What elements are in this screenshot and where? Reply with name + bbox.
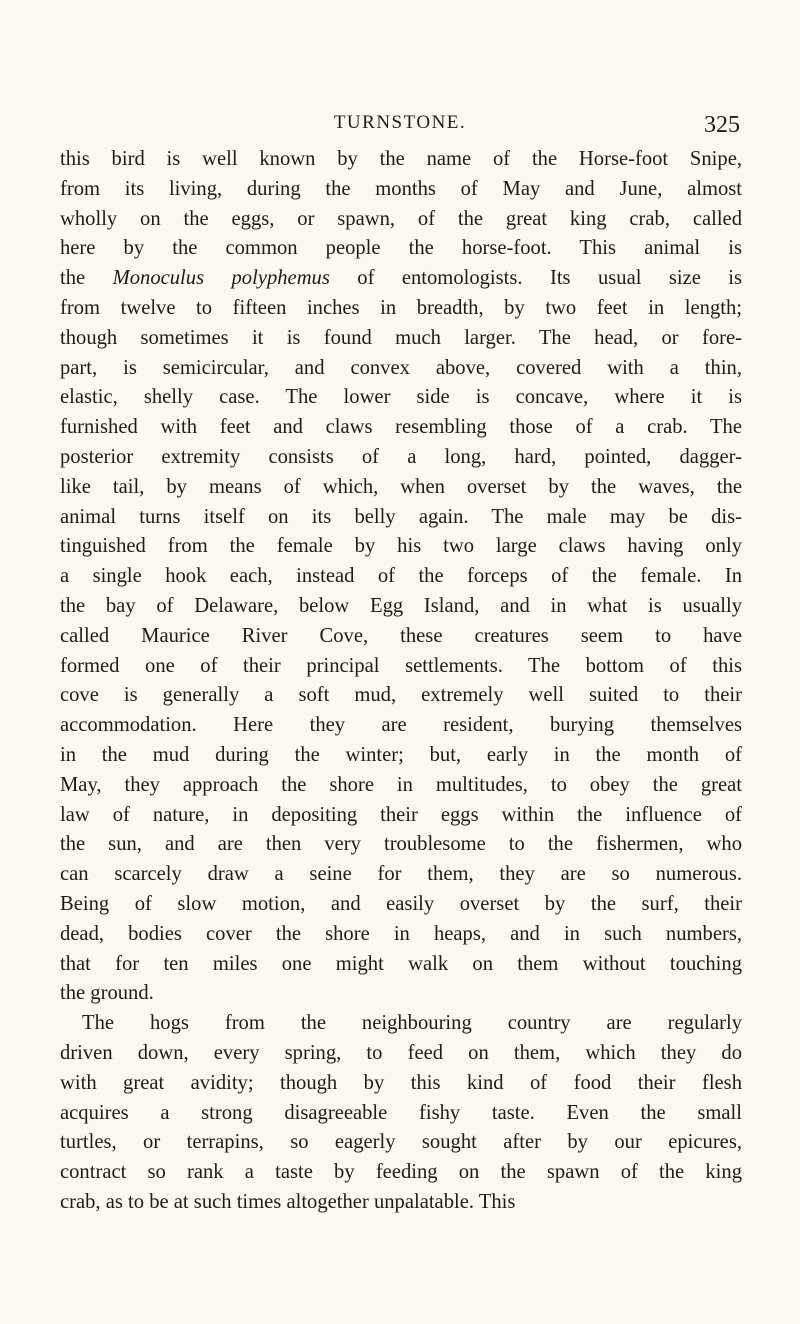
text-segment: cove is generally a soft mud, extremely well suited to their <box>60 684 742 707</box>
text-line <box>60 741 742 771</box>
text-segment: like tail, by means of which, when overset by the waves, the <box>60 475 742 498</box>
text-segment: with great avidity; though by this kind of food their flesh <box>60 1071 742 1094</box>
text-segment: posterior extremity consists of a long, hard, pointed, dagger- <box>60 445 742 468</box>
text-segment: that for ten miles one might walk on them without touching <box>60 952 742 975</box>
text-segment: a single hook each, instead of the forceps of the female. In <box>60 565 742 588</box>
text-line <box>60 562 742 592</box>
text-line <box>60 503 742 533</box>
text-segment: acquires a strong disagreeable fishy taste. Even the small <box>60 1101 742 1124</box>
paragraph <box>60 1009 742 1218</box>
text-line <box>60 979 742 1009</box>
text-line <box>60 801 742 831</box>
text-line <box>60 711 742 741</box>
text-segment: part, is semicircular, and convex above, covered with a thin, <box>60 356 742 379</box>
text-line <box>60 532 742 562</box>
text-segment: Being of slow motion, and easily overset by the surf, their <box>60 892 742 915</box>
text-segment: law of nature, in depositing their eggs within the influence of <box>60 803 742 826</box>
text-segment: driven down, every spring, to feed on them, which they do <box>60 1041 742 1064</box>
text-line <box>60 771 742 801</box>
text-line <box>60 830 742 860</box>
text-segment: the sun, and are then very troublesome to the fishermen, who <box>60 833 742 856</box>
text-segment: wholly on the eggs, or spawn, of the great king crab, called <box>60 207 742 230</box>
text-segment: turtles, or terrapins, so eagerly sought after by our epicures, <box>60 1131 742 1154</box>
text-segment: contract so rank a taste by feeding on the spawn of the king <box>60 1161 742 1184</box>
text-line <box>60 652 742 682</box>
text-line <box>60 1009 742 1039</box>
text-line <box>60 1158 742 1188</box>
running-title: TURNSTONE. <box>333 112 467 133</box>
text-segment: dead, bodies cover the shore in heaps, and in such numbers, <box>60 922 742 945</box>
text-line <box>60 264 742 294</box>
text-segment: accommodation. Here they are resident, burying themselves <box>60 714 742 737</box>
text-line <box>60 622 742 652</box>
text-segment: furnished with feet and claws resembling those of a crab. The <box>60 416 742 439</box>
paragraph <box>60 145 742 1009</box>
text-segment: from twelve to fifteen inches in breadth, by two feet in length; <box>60 296 742 319</box>
text-line <box>60 473 742 503</box>
text-line <box>60 1099 742 1129</box>
text-segment: from its living, during the months of May and June, almost <box>60 177 742 200</box>
text-line <box>60 1188 742 1218</box>
text-line <box>60 1128 742 1158</box>
text-segment: May, they approach the shore in multitudes, to obey the great <box>60 773 742 796</box>
text-segment: the ground. <box>60 982 154 1005</box>
text-line <box>60 681 742 711</box>
text-segment: animal turns itself on its belly again. The male may be dis- <box>60 505 742 528</box>
text-line <box>60 354 742 384</box>
text-line <box>60 175 742 205</box>
text-line <box>60 145 742 175</box>
text-segment: of entomologists. Its usual size is <box>329 267 742 290</box>
text-line <box>60 950 742 980</box>
text-segment: tinguished from the female by his two large claws having only <box>60 535 742 558</box>
text-line <box>60 234 742 264</box>
text-segment: formed one of their principal settlements. The bottom of this <box>60 654 742 677</box>
text-segment: though sometimes it is found much larger. The head, or fore- <box>60 326 742 349</box>
text-segment: this bird is well known by the name of the Horse-foot Snipe, <box>60 148 742 170</box>
species-name: Monoculus polyphemus <box>112 267 330 290</box>
text-line <box>60 443 742 473</box>
text-segment: can scarcely draw a seine for them, they are so numerous. <box>60 863 742 886</box>
text-line <box>60 383 742 413</box>
running-head <box>60 111 740 141</box>
text-line <box>60 860 742 890</box>
text-segment: crab, as to be at such times altogether unpalatable. This <box>60 1190 516 1213</box>
text-segment: in the mud during the winter; but, early in the month of <box>60 743 742 766</box>
text-segment: here by the common people the horse-foot. This animal is <box>60 237 742 260</box>
text-segment: called Maurice River Cove, these creatures seem to have <box>60 624 742 647</box>
page-number: 325 <box>704 112 740 138</box>
text-segment: the <box>60 267 113 290</box>
body-text <box>60 145 742 1218</box>
text-segment: elastic, shelly case. The lower side is concave, where it is <box>60 386 742 409</box>
text-line <box>60 205 742 235</box>
text-line <box>60 890 742 920</box>
text-line <box>60 324 742 354</box>
text-line <box>60 294 742 324</box>
text-line <box>60 592 742 622</box>
text-line <box>60 1039 742 1069</box>
text-line <box>60 1069 742 1099</box>
text-segment: The hogs from the neighbouring country are regularly <box>82 1012 742 1035</box>
text-line <box>60 920 742 950</box>
text-segment: the bay of Delaware, below Egg Island, and in what is usually <box>60 594 742 617</box>
text-line <box>60 413 742 443</box>
